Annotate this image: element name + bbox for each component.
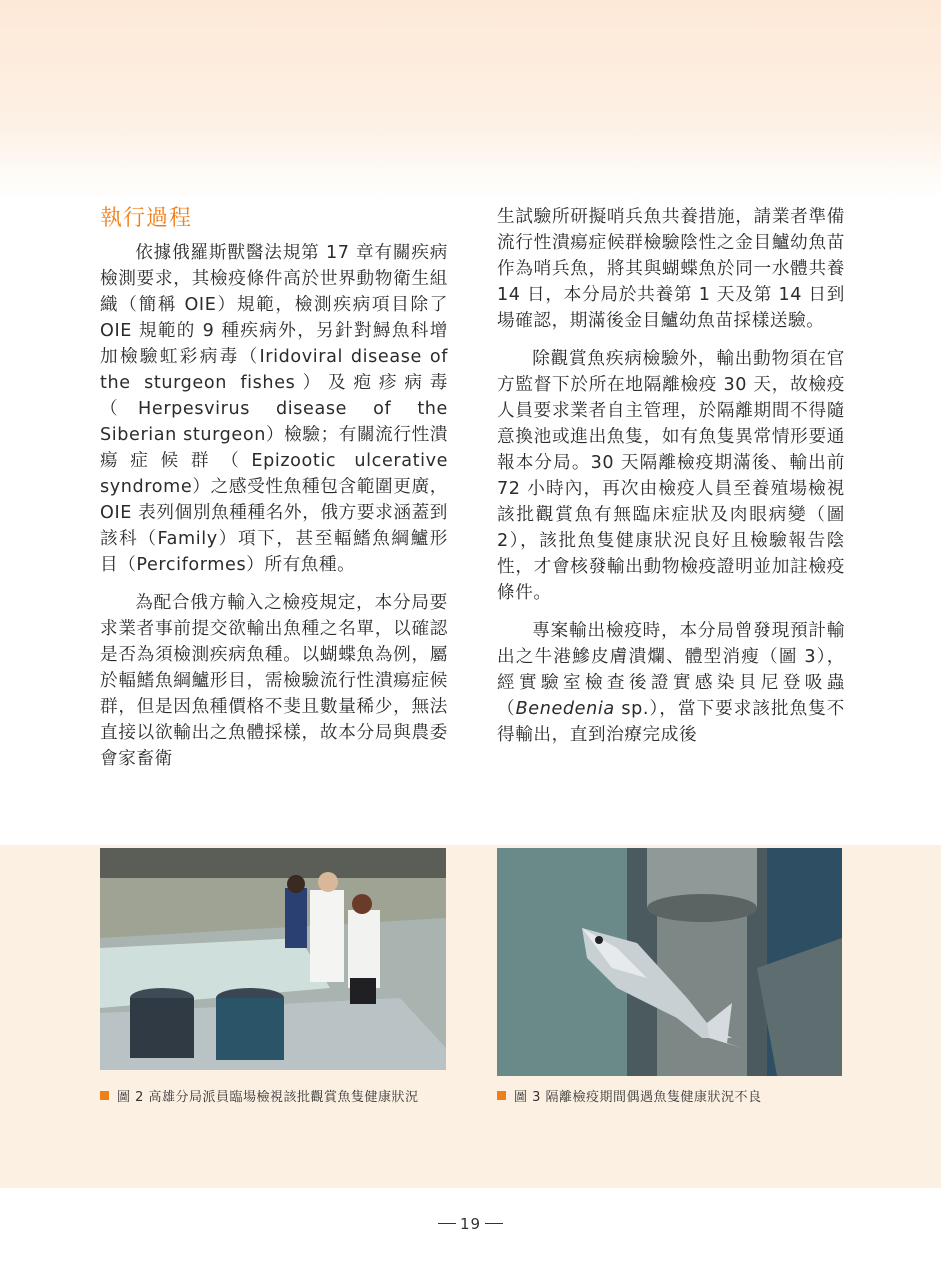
figure-3-caption <box>497 1089 762 1107</box>
page-number <box>0 1215 941 1233</box>
paragraph-continuation: 生試驗所研擬哨兵魚共養措施，請業者準備流行性潰瘍症候群檢驗陰性之金目鱸幼魚苗作為哨兵魚，將其與蝴蝶魚於同一水體共養 14 日，本分局於共養第 1 天及第 14 日到場確認，期滿後金目鱸幼魚苗採樣送驗。 <box>497 207 845 331</box>
caption-text: 圖 3 隔離檢疫期間偶遇魚隻健康狀況不良 <box>514 1090 762 1105</box>
caption-text: 圖 2 高雄分局派員臨場檢視該批觀賞魚隻健康狀況 <box>117 1090 419 1105</box>
caption-square-icon <box>497 1091 506 1100</box>
figure-3-photo <box>497 848 842 1076</box>
page-number-text: 19 <box>459 1215 482 1233</box>
right-column <box>497 204 845 760</box>
caption-square-icon <box>100 1091 109 1100</box>
text-span: sp.），當下要求該批魚隻不得輸出，直到治療完成後 <box>497 699 845 745</box>
text-span: 專案輸出檢疫時，本分局曾發現預計輸出之牛港鰺皮膚潰爛、體型消瘦（圖 3），經實驗室檢查後證實感染貝尼登吸蟲（ <box>497 621 845 719</box>
top-decorative-band <box>0 0 941 200</box>
paragraph: 依據俄羅斯獸醫法規第 17 章有關疾病檢測要求，其檢疫條件高於世界動物衛生組織（簡稱 OIE）規範，檢測疾病項目除了 OIE 規範的 9 種疾病外，另針對鱘魚科增加檢驗虹彩病毒（Iridoviral disease of the sturgeon fishes）及疱疹病毒（Herpesvirus disease of the Siberian sturgeon）檢驗；有關流行性潰瘍症候群（Epizootic ulcerative syndrome）之感受性魚種包含範圍更廣，OIE 表列個別魚種種名外，俄方要求涵蓋到該科（Family）項下，甚至輻鰭魚綱鱸形目（Perciformes）所有魚種。 <box>100 243 448 575</box>
dash-right <box>485 1223 503 1224</box>
paragraph: 為配合俄方輸入之檢疫規定，本分局要求業者事前提交欲輸出魚種之名單，以確認是否為須檢測疾病魚種。以蝴蝶魚為例，屬於輻鰭魚綱鱸形目，需檢驗流行性潰瘍症候群，但是因魚種價格不斐且數量稀少，無法直接以欲輸出之魚體採樣，故本分局與農委會家畜衛 <box>100 593 448 769</box>
paragraph: 除觀賞魚疾病檢驗外，輸出動物須在官方監督下於所在地隔離檢疫 30 天，故檢疫人員要求業者自主管理，於隔離期間不得隨意換池或進出魚隻，如有魚隻異常情形要通報本分局。30 天隔離檢疫期滿後、輸出前 72 小時內，再次由檢疫人員至養殖場檢視該批觀賞魚有無臨床症狀及肉眼病變（圖 2），該批魚隻健康狀況良好且檢驗報告陰性，才會核發輸出動物檢疫證明並加註檢疫條件。 <box>497 349 845 603</box>
left-column <box>100 204 448 784</box>
paragraph <box>497 618 845 748</box>
figure-2-caption <box>100 1089 419 1107</box>
figure-2-photo <box>100 848 446 1070</box>
italic-species-name: Benedenia <box>515 699 615 719</box>
dash-left <box>438 1223 456 1224</box>
section-heading: 執行過程 <box>100 206 193 231</box>
